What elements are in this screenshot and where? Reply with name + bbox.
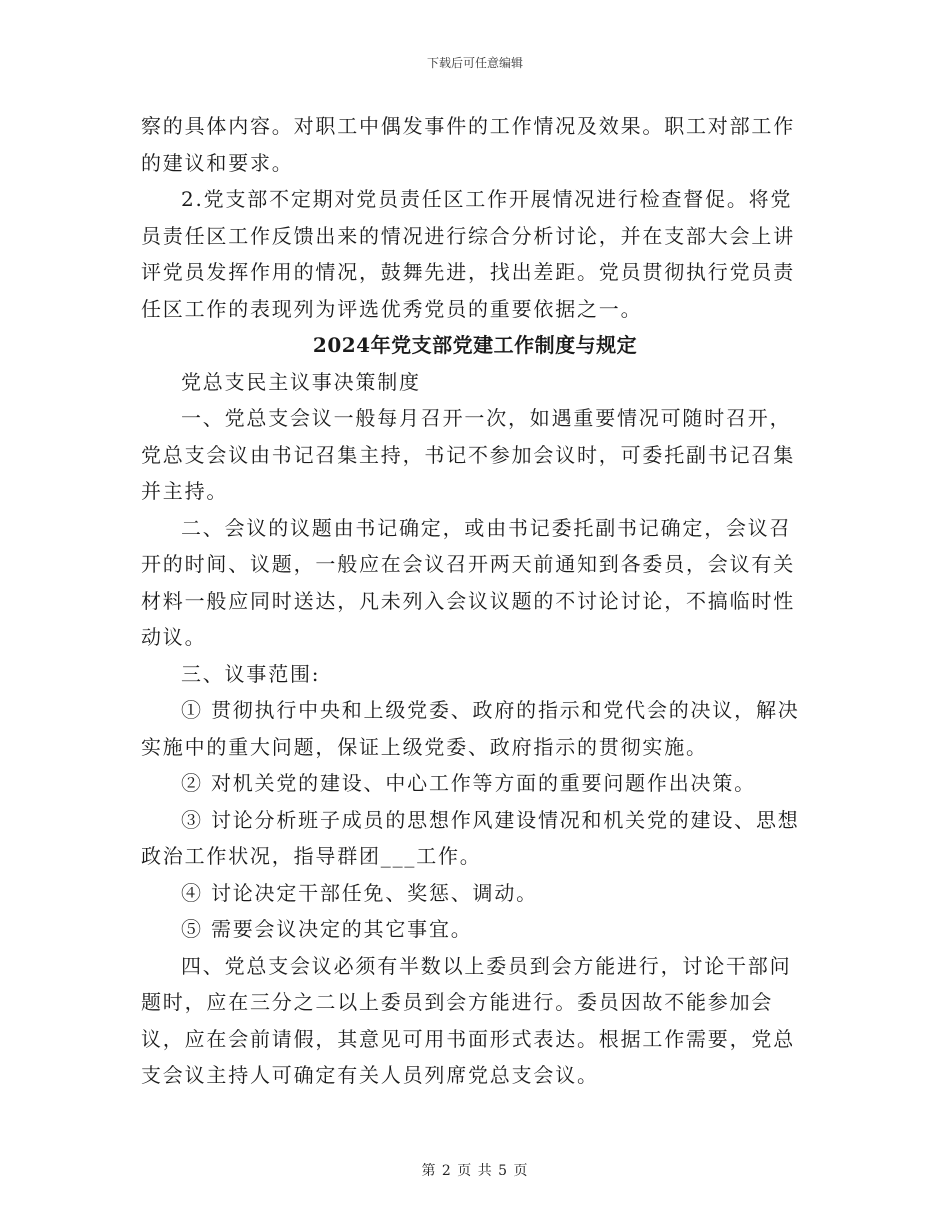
section-subtitle: 党总支民主议事决策制度 <box>181 369 421 394</box>
document-body <box>141 108 809 1094</box>
paragraph-item-2: 2.党支部不定期对党员责任区工作开展情况进行检查督促。将党员责任区工作反馈出来的情况进行综合分析讨论，并在支部大会上讲评党员发挥作用的情况，鼓舞先进，找出差距。党员贯彻执行党员责任区工作的表现列为评选优秀党员的重要依据之一。 <box>141 187 795 321</box>
list-item-scope-4: ④ 讨论决定干部任免、奖惩、调动。 <box>181 880 538 905</box>
paragraph-rule-4: 四、党总支会议必须有半数以上委员到会方能进行，讨论干部问题时，应在三分之二以上委员到会方能进行。委员因故不能参加会议，应在会前请假，其意见可用书面形式表达。根据工作需要，党总支会议主持人可确定有关人员列席党总支会议。 <box>141 953 795 1087</box>
list-item-scope-5: ⑤ 需要会议决定的其它事宜。 <box>181 917 473 941</box>
page-footer: 第 2 页 共 5 页 <box>421 1163 529 1179</box>
paragraph-rule-1: 一、党总支会议一般每月召开一次，如遇重要情况可随时召开，党总支会议由书记召集主持，书记不参加会议时，可委托副书记召集并主持。 <box>141 406 795 503</box>
list-item-scope-2: ② 对机关党的建设、中心工作等方面的重要问题作出决策。 <box>181 771 756 795</box>
paragraph-rule-3: 三、议事范围: <box>181 661 321 686</box>
section-title: 2024年党支部党建工作制度与规定 <box>312 333 638 357</box>
list-item-scope-1: ① 贯彻执行中央和上级党委、政府的指示和党代会的决议，解决实施中的重大问题，保证上级党委、政府指示的贯彻实施。 <box>141 698 800 759</box>
paragraph-continued: 察的具体内容。对职工中偶发事件的工作情况及效果。职工对部工作的建议和要求。 <box>141 114 795 175</box>
paragraph-rule-2: 二、会议的议题由书记确定，或由书记委托副书记确定，会议召开的时间、议题，一般应在会议召开两天前通知到各委员，会议有关材料一般应同时送达，凡未列入会议议题的不讨论讨论，不搞临时性动议。 <box>141 515 795 649</box>
list-item-scope-3: ③ 讨论分析班子成员的思想作风建设情况和机关党的建设、思想政治工作状况，指导群团___工作。 <box>141 807 800 868</box>
page-header: 下载后可任意编辑 <box>426 56 523 70</box>
